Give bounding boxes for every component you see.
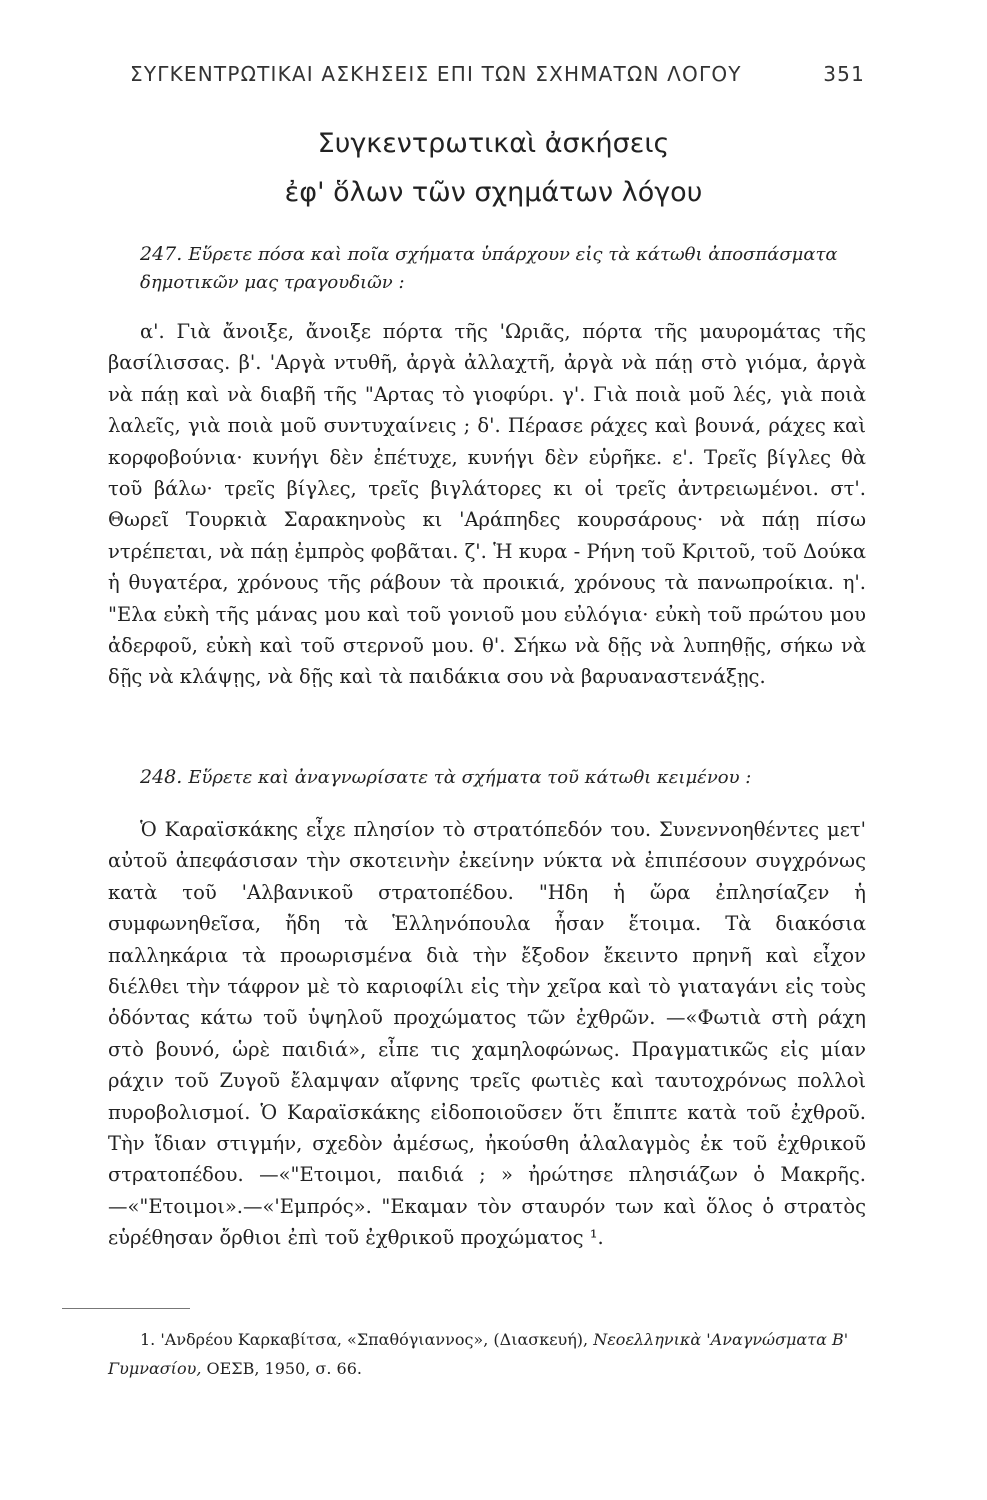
exercise-247-number: 247. — [140, 243, 183, 265]
footnote-author: 'Ανδρέου Καρκαβίτσα, «Σπαθόγιαννος», (Διασκευή), — [160, 1330, 589, 1349]
running-title: ΣΥΓΚΕΝΤΡΩΤΙΚΑΙ ΑΣΚΗΣΕΙΣ ΕΠΙ ΤΩΝ ΣΧΗΜΑΤΩΝ ΛΟΓΟΥ — [130, 62, 742, 86]
exercise-248-number: 248. — [140, 766, 183, 788]
exercise-248-text: Ὁ Καραϊσκάκης εἶχε πλησίον τὸ στρατόπεδόν του. Συνεννοηθέντες μετ' αὐτοῦ ἀπεφάσισαν τὴν σκοτεινὴν ἐκείνην νύκτα νὰ ἐπιπέσουν συγχρόνως κατὰ τοῦ 'Αλβανικοῦ στρατοπέδου. "Ηδη ἡ ὥρα ἐπλησίαζεν ἡ συμφωνηθεῖσα, ἤδη τὰ Ἑλληνόπουλα ἦσαν ἕτοιμα. Τὰ διακόσια παλληκάρια τὰ προωρισμένα διὰ τὴν ἔξοδον ἔκειντο πρηνῆ καὶ εἶχον διέλθει τὴν τάφρον μὲ τὸ καριοφίλι εἰς τὴν χεῖρα καὶ τὸ γιαταγάνι εἰς τοὺς ὀδόντας κάτω τοῦ ὑψηλοῦ προχώματος τῶν ἐχθρῶν. —«Φωτιὰ στὴ ράχη στὸ βουνό, ὡρὲ παιδιά», εἶπε τις χαμηλοφώνως. Πραγματικῶς εἰς μίαν ράχιν τοῦ Ζυγοῦ ἔλαμψαν αἴφνης τρεῖς φωτιὲς καὶ ταυτοχρόνως πολλοὶ πυροβολισμοί. Ὁ Καραϊσκάκης εἰδοποιοῦσεν ὅτι ἔπιπτε κατὰ τοῦ ἐχθροῦ. Τὴν ἴδιαν στιγμήν, σχεδὸν ἀμέσως, ἠκούσθη ἀλαλαγμὸς ἐκ τοῦ ἐχθρικοῦ στρατοπέδου. —«"Ετοιμοι, παιδιά ; » ἠρώτησε πλησιάζων ὁ Μακρῆς.—«"Ετοιμοι».—«'Εμπρός». "Εκαμαν τὸν σταυρόν των καὶ ὅλος ὁ στρατὸς εὑρέθησαν ὄρθιοι ἐπὶ τοῦ ἐχθρικοῦ προχώματος ¹. — [108, 818, 866, 1250]
exercise-248-instruction: Εὕρετε καὶ ἀναγνωρίσατε τὰ σχήματα τοῦ κάτωθι κειμένου : — [188, 767, 752, 788]
section-title-line1: Συγκεντρωτικαὶ ἀσκήσεις — [317, 128, 670, 159]
exercise-247-heading — [140, 240, 866, 297]
footnote-marker: 1. — [140, 1330, 156, 1349]
exercise-247-text: α'. Γιὰ ἄνοιξε, ἄνοιξε πόρτα τῆς 'Ωριᾶς, πόρτα τῆς μαυρομάτας τῆς βασίλισσας. β'. 'Αργὰ ντυθῆ, ἀργὰ ἀλλαχτῆ, ἀργὰ νὰ πάῃ στὸ γιόμα, ἀργὰ νὰ πάῃ καὶ νὰ διαβῆ τῆς "Αρτας τὸ γιοφύρι. γ'. Γιὰ ποιὰ μοῦ λές, γιὰ ποιὰ λαλεῖς, γιὰ ποιὰ μοῦ συντυχαίνεις ; δ'. Πέρασε ράχες καὶ βουνά, ράχες καὶ κορφοβούνια· κυνήγι δὲν ἐπέτυχε, κυνήγι δὲν εὑρῆκε. ε'. Τρεῖς βίγλες θὰ τοῦ βάλω· τρεῖς βίγλες, τρεῖς βιγλάτορες κι οἱ τρεῖς ἀντρειωμένοι. στ'. Θωρεῖ Τουρκιὰ Σαρακηνοὺς κι 'Αράπηδες κουρσάρους· νὰ πάῃ πίσω ντρέπεται, νὰ πάῃ ἐμπρὸς φοβᾶται. ζ'. Ἡ κυρα - Ρήνη τοῦ Κριτοῦ, τοῦ Δούκα ἡ θυγατέρα, χρόνους τῆς ράβουν τὰ προικιά, χρόνους τὰ πανωπροίκια. η'. "Ελα εὐκὴ τῆς μάνας μου καὶ τοῦ γονιοῦ μου εὐλόγια· εὐκὴ τοῦ πρώτου μου ἀδερφοῦ, εὐκὴ καὶ τοῦ στερνοῦ μου. θ'. Σήκω νὰ δῇς νὰ λυπηθῇς, σήκω νὰ δῇς νὰ κλάψῃς, νὰ δῇς καὶ τὰ παιδάκια σου νὰ βαρυαναστενάξῃς. — [108, 320, 866, 689]
footnote-publisher: ΟΕΣΒ, 1950, σ. 66. — [206, 1359, 362, 1378]
exercise-247-instruction: Εὕρετε πόσα καὶ ποῖα σχήματα ὑπάρχουν εἰς τὰ κάτωθι ἀποσπάσματα δημοτικῶν μας τραγουδιῶν : — [140, 244, 838, 293]
exercise-248-heading — [140, 763, 866, 792]
footnote — [108, 1325, 866, 1383]
footnote-divider — [62, 1308, 190, 1309]
page-number: 351 — [823, 62, 865, 86]
section-title-line2: ἐφ' ὅλων τῶν σχημάτων λόγου — [284, 177, 703, 208]
running-head — [130, 62, 865, 86]
footnote-source: Νεοελληνικὰ 'Αναγνώσματα Β' Γυμνασίου, — [108, 1330, 849, 1378]
